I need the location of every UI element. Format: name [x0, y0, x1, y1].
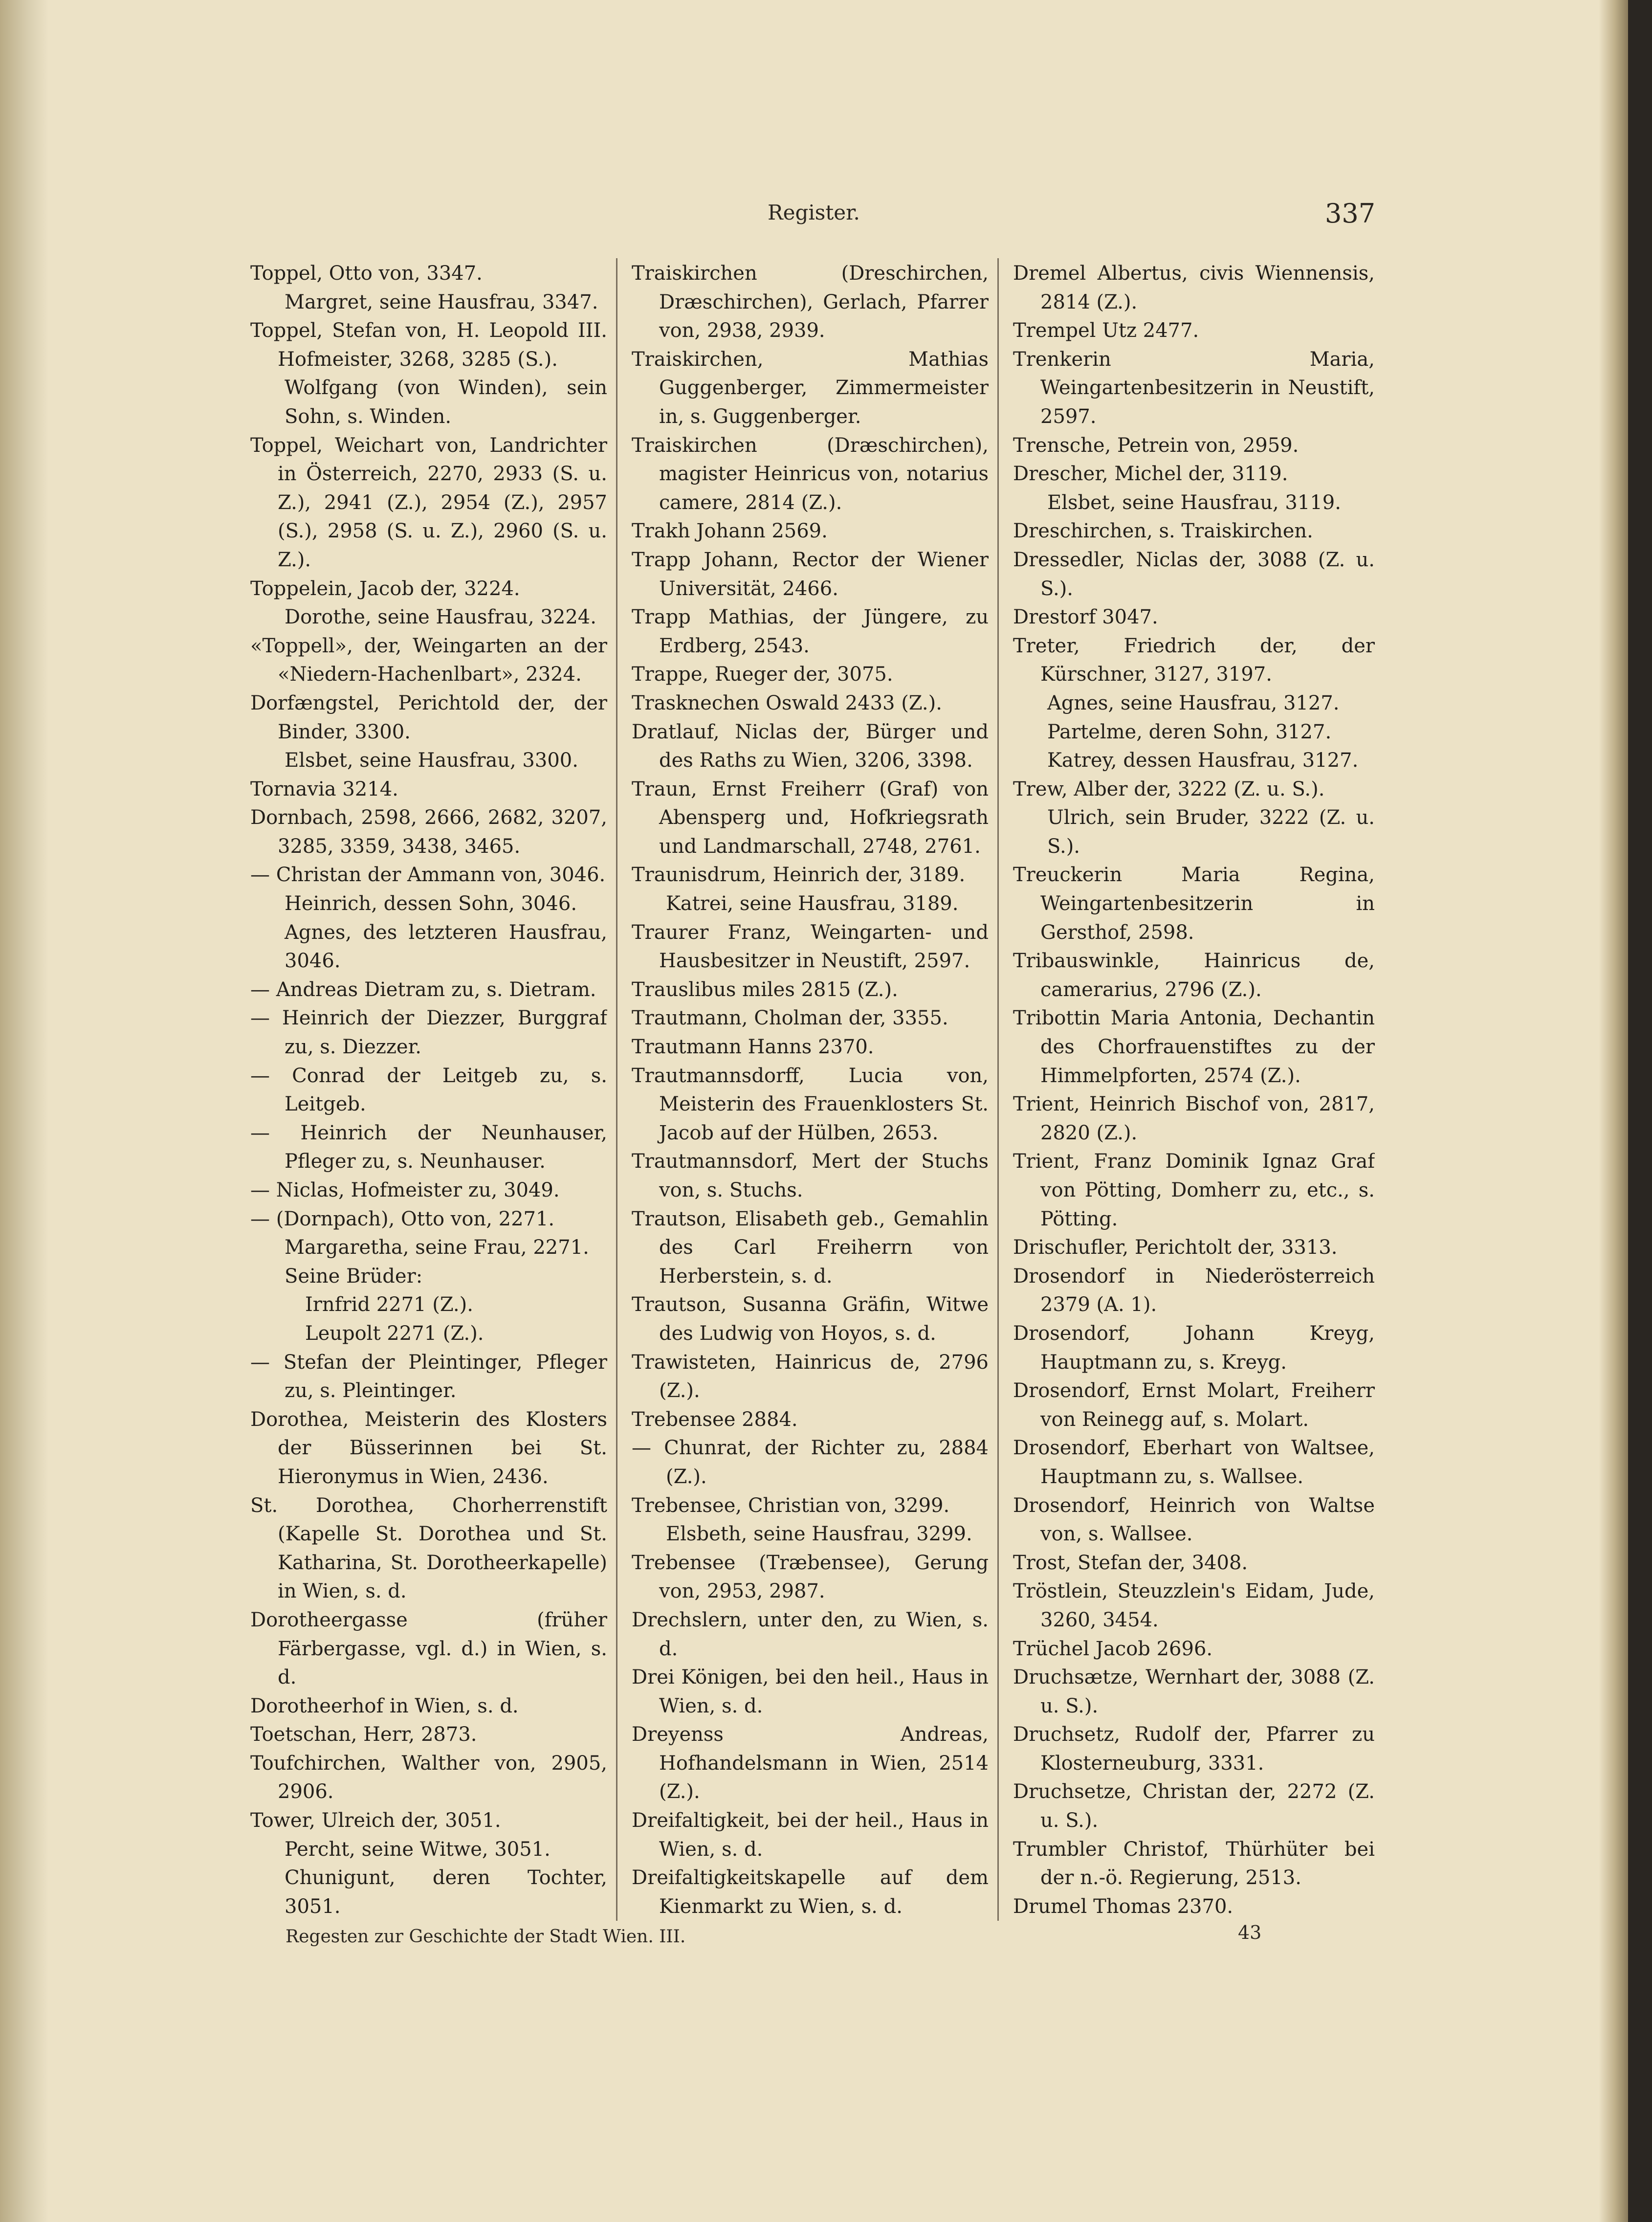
index-entry: Drechslern, unter den, zu Wien, s. d. [632, 1608, 989, 1660]
index-entry: St. Dorothea, Chorherrenstift (Kapelle St. Dorothea und St. Katharina, St. Dorotheerkapelle) in Wien, s. d. [250, 1494, 607, 1603]
index-entry: Toppel, Otto von, 3347. [250, 262, 483, 285]
index-entry: Dorotheerhof in Wien, s. d. [250, 1694, 519, 1717]
index-entry: Trebensee (Træbensee), Gerung von, 2953, 2987. [632, 1551, 989, 1603]
index-entry: Irnfrid 2271 (Z.). [305, 1293, 473, 1316]
index-entry: Dorothea, Meisterin des Klosters der Büsserinnen bei St. Hieronymus in Wien, 2436. [250, 1408, 607, 1488]
index-entry: Agnes, seine Hausfrau, 3127. [1047, 691, 1340, 714]
index-entry: Tröstlein, Steuzzlein's Eidam, Jude, 3260, 3454. [1013, 1580, 1375, 1631]
index-entry: Drosendorf, Ernst Molart, Freiherr von Reinegg auf, s. Molart. [1013, 1379, 1375, 1431]
index-entry: Agnes, des letzteren Hausfrau, 3046. [285, 921, 607, 973]
index-entry [632, 1921, 989, 1922]
running-header: Register. [768, 200, 860, 224]
index-entry: Trawisteten, Hainricus de, 2796 (Z.). [632, 1351, 989, 1402]
index-entry: Katrei, seine Hausfrau, 3189. [666, 892, 959, 915]
index-entry: — Stefan der Pleintinger, Pfleger zu, s. Pleintinger. [250, 1351, 607, 1402]
index-entry: Trient, Franz Dominik Ignaz Graf von Pötting, Domherr zu, etc., s. Pötting. [1013, 1150, 1375, 1230]
index-entry: «Toppell», der, Weingarten an der «Niedern-Hachenlbart», 2324. [250, 634, 607, 686]
footer-series-title: Regesten zur Geschichte der Stadt Wien. III. [286, 1927, 686, 1947]
index-entry: Wolfgang (von Winden), sein Sohn, s. Winden. [285, 377, 607, 428]
index-entry: Traiskirchen, Mathias Guggenberger, Zimmermeister in, s. Guggenberger. [632, 348, 989, 428]
index-entry: — Heinrich der Neunhauser, Pfleger zu, s. Neunhauser. [250, 1121, 607, 1173]
index-entry: — Chunrat, der Richter zu, 2884 (Z.). [632, 1437, 989, 1488]
index-entry: Dreschirchen, s. Traiskirchen. [1013, 520, 1313, 543]
index-entry: — (Dornpach), Otto von, 2271. [250, 1207, 555, 1230]
column-divider [616, 258, 617, 1921]
index-entry: Traunisdrum, Heinrich der, 3189. [632, 864, 966, 887]
index-entry: Trauslibus miles 2815 (Z.). [632, 978, 898, 1001]
index-entry: Katrey, dessen Hausfrau, 3127. [1047, 749, 1359, 772]
index-entry: Toppelein, Jacob der, 3224. [250, 577, 520, 600]
index-entry: Treter, Friedrich der, der Kürschner, 3127, 3197. [1013, 634, 1375, 686]
index-entry: Drischufler, Perichtolt der, 3313. [1013, 1236, 1338, 1259]
index-column-1 [250, 259, 607, 1922]
index-entry: Tribottin Maria Antonia, Dechantin des Chorfrauenstiftes zu der Himmelpforten, 2574 (Z.). [1013, 1007, 1375, 1087]
index-entry: Trakh Johann 2569. [632, 520, 828, 543]
page-spine-shadow [0, 0, 49, 2222]
index-entry: Elsbeth, seine Hausfrau, 3299. [666, 1523, 972, 1546]
index-entry: Trapp Mathias, der Jüngere, zu Erdberg, 2543. [632, 606, 989, 657]
index-column-3 [1013, 259, 1375, 1922]
index-entry: Dorfængstel, Perichtold der, der Binder, 3300. [250, 691, 607, 743]
index-entry: Leupolt 2271 (Z.). [305, 1322, 484, 1345]
index-entry: Trensche, Petrein von, 2959. [1013, 434, 1299, 457]
index-entry: Chunigunt, deren Tochter, 3051. [285, 1866, 607, 1918]
index-entry: — Christan der Ammann von, 3046. [250, 864, 606, 887]
index-entry: Ulrich, sein Bruder, 3222 (Z. u. S.). [1047, 806, 1375, 858]
index-entry: Drosendorf, Johann Kreyg, Hauptmann zu, s. Kreyg. [1013, 1322, 1375, 1374]
index-entry: Trautmannsdorff, Lucia von, Meisterin des Frauenklosters St. Jacob auf der Hülben, 2653. [632, 1064, 989, 1144]
index-entry: Drescher, Michel der, 3119. [1013, 463, 1288, 486]
index-entry: Margaretha, seine Frau, 2271. [285, 1236, 589, 1259]
index-entry: Trenkerin Maria, Weingartenbesitzerin in Neustift, 2597. [1013, 348, 1375, 428]
index-entry: Dreyenss Andreas, Hofhandelsmann in Wien, 2514 (Z.). [632, 1723, 989, 1803]
index-entry [250, 1921, 607, 1922]
index-entry: Dreifaltigkeit, bei der heil., Haus in Wien, s. d. [632, 1809, 989, 1861]
index-entry: Trapp Johann, Rector der Wiener Universität, 2466. [632, 548, 989, 600]
index-entry: Toufchirchen, Walther von, 2905, 2906. [250, 1752, 607, 1803]
index-entry: Druchsetz, Rudolf der, Pfarrer zu Klosterneuburg, 3331. [1013, 1723, 1375, 1775]
index-entry: — Conrad der Leitgeb zu, s. Leitgeb. [250, 1064, 607, 1116]
index-entry: Toppel, Weichart von, Landrichter in Österreich, 2270, 2933 (S. u. Z.), 2941 (Z.), 2954 (Z.), 2957 (S.), 2958 (S. u. Z.), 2960 (S. u. Z.). [250, 434, 607, 571]
index-entry: Dratlauf, Niclas der, Bürger und des Raths zu Wien, 3206, 3398. [632, 720, 989, 772]
index-entry: Trappe, Rueger der, 3075. [632, 663, 893, 686]
index-entry: Dorotheergasse (früher Färbergasse, vgl. d.) in Wien, s. d. [250, 1608, 607, 1689]
index-entry: Trautson, Susanna Gräfin, Witwe des Ludwig von Hoyos, s. d. [632, 1293, 989, 1345]
index-entry: Traiskirchen (Dreschirchen, Dræschirchen), Gerlach, Pfarrer von, 2938, 2939. [632, 262, 989, 342]
index-entry: — Heinrich der Diezzer, Burggraf zu, s. Diezzer. [250, 1007, 607, 1059]
index-entry: Trasknechen Oswald 2433 (Z.). [632, 691, 942, 714]
index-entry: Drumel Thomas 2370. [1013, 1895, 1233, 1918]
index-entry: Druchsætze, Wernhart der, 3088 (Z. u. S.). [1013, 1666, 1375, 1717]
index-entry: Toppel, Stefan von, H. Leopold III. Hofmeister, 3268, 3285 (S.). [250, 319, 607, 371]
index-entry: Trost, Stefan der, 3408. [1013, 1551, 1248, 1574]
index-entry: Toetschan, Herr, 2873. [250, 1723, 477, 1746]
index-entry: Druchsetze, Christan der, 2272 (Z. u. S.). [1013, 1780, 1375, 1832]
gathering-signature: 43 [1238, 1922, 1262, 1943]
index-entry: Partelme, deren Sohn, 3127. [1047, 720, 1332, 743]
index-entry: Trient, Heinrich Bischof von, 2817, 2820 (Z.). [1013, 1093, 1375, 1144]
index-entry: Drosendorf, Heinrich von Waltse von, s. Wallsee. [1013, 1494, 1375, 1546]
column-divider [997, 258, 999, 1921]
index-entry: Traiskirchen (Dræschirchen), magister Heinricus von, notarius camere, 2814 (Z.). [632, 434, 989, 514]
index-entry: Drei Königen, bei den heil., Haus in Wien, s. d. [632, 1666, 989, 1717]
index-entry: Drosendorf in Niederösterreich 2379 (A. 1). [1013, 1265, 1375, 1316]
index-entry: Percht, seine Witwe, 3051. [285, 1838, 551, 1861]
index-entry: Drosendorf, Eberhart von Waltsee, Hauptmann zu, s. Wallsee. [1013, 1437, 1375, 1488]
index-entry: Elsbet, seine Hausfrau, 3300. [285, 749, 578, 772]
index-entry: Trautson, Elisabeth geb., Gemahlin des Carl Freiherrn von Herberstein, s. d. [632, 1207, 989, 1288]
index-entry: Margret, seine Hausfrau, 3347. [285, 290, 598, 313]
index-entry: Traun, Ernst Freiherr (Graf) von Abensperg und, Hofkriegsrath und Landmarschall, 2748, 2761. [632, 778, 989, 858]
index-column-2 [632, 259, 989, 1922]
index-entry: Drestorf 3047. [1013, 606, 1158, 629]
index-entry: Dremel Albertus, civis Wiennensis, 2814 (Z.). [1013, 262, 1375, 313]
index-entry: Elsbet, seine Hausfrau, 3119. [1047, 491, 1341, 514]
index-entry: Dreifaltigkeitskapelle auf dem Kienmarkt zu Wien, s. d. [632, 1866, 989, 1918]
page-number: 337 [1325, 198, 1376, 229]
index-entry: Dressedler, Niclas der, 3088 (Z. u. S.). [1013, 548, 1375, 600]
index-entry: Trautmann Hanns 2370. [632, 1036, 874, 1059]
index-entry: Seine Brüder: [285, 1265, 423, 1288]
index-entry [1013, 1921, 1375, 1922]
index-entry: Dornbach, 2598, 2666, 2682, 3207, 3285, 3359, 3438, 3465. [250, 806, 607, 858]
index-entry: Tower, Ulreich der, 3051. [250, 1809, 501, 1832]
index-entry: Treuckerin Maria Regina, Weingartenbesitzerin in Gersthof, 2598. [1013, 864, 1375, 944]
index-entry: Trew, Alber der, 3222 (Z. u. S.). [1013, 778, 1325, 800]
index-entry: Trautmann, Cholman der, 3355. [632, 1007, 948, 1030]
page-edge-shadow [1599, 0, 1628, 2222]
index-entry: — Andreas Dietram zu, s. Dietram. [250, 978, 596, 1001]
index-entry: Dorothe, seine Hausfrau, 3224. [285, 606, 596, 629]
index-entry: Trautmannsdorf, Mert der Stuchs von, s. Stuchs. [632, 1150, 989, 1201]
index-entry: Tribauswinkle, Hainricus de, camerarius, 2796 (Z.). [1013, 950, 1375, 1001]
index-entry: Tornavia 3214. [250, 778, 398, 800]
index-entry: Trumbler Christof, Thürhüter bei der n.-ö. Regierung, 2513. [1013, 1838, 1375, 1889]
index-entry: Trebensee 2884. [632, 1408, 798, 1431]
index-entry: Trempel Utz 2477. [1013, 319, 1199, 342]
index-entry: Heinrich, dessen Sohn, 3046. [285, 892, 577, 915]
index-entry: Traurer Franz, Weingarten- und Hausbesitzer in Neustift, 2597. [632, 921, 989, 973]
index-entry: — Niclas, Hofmeister zu, 3049. [250, 1179, 560, 1201]
index-entry: Trebensee, Christian von, 3299. [632, 1494, 950, 1517]
index-entry: Trüchel Jacob 2696. [1013, 1637, 1213, 1660]
